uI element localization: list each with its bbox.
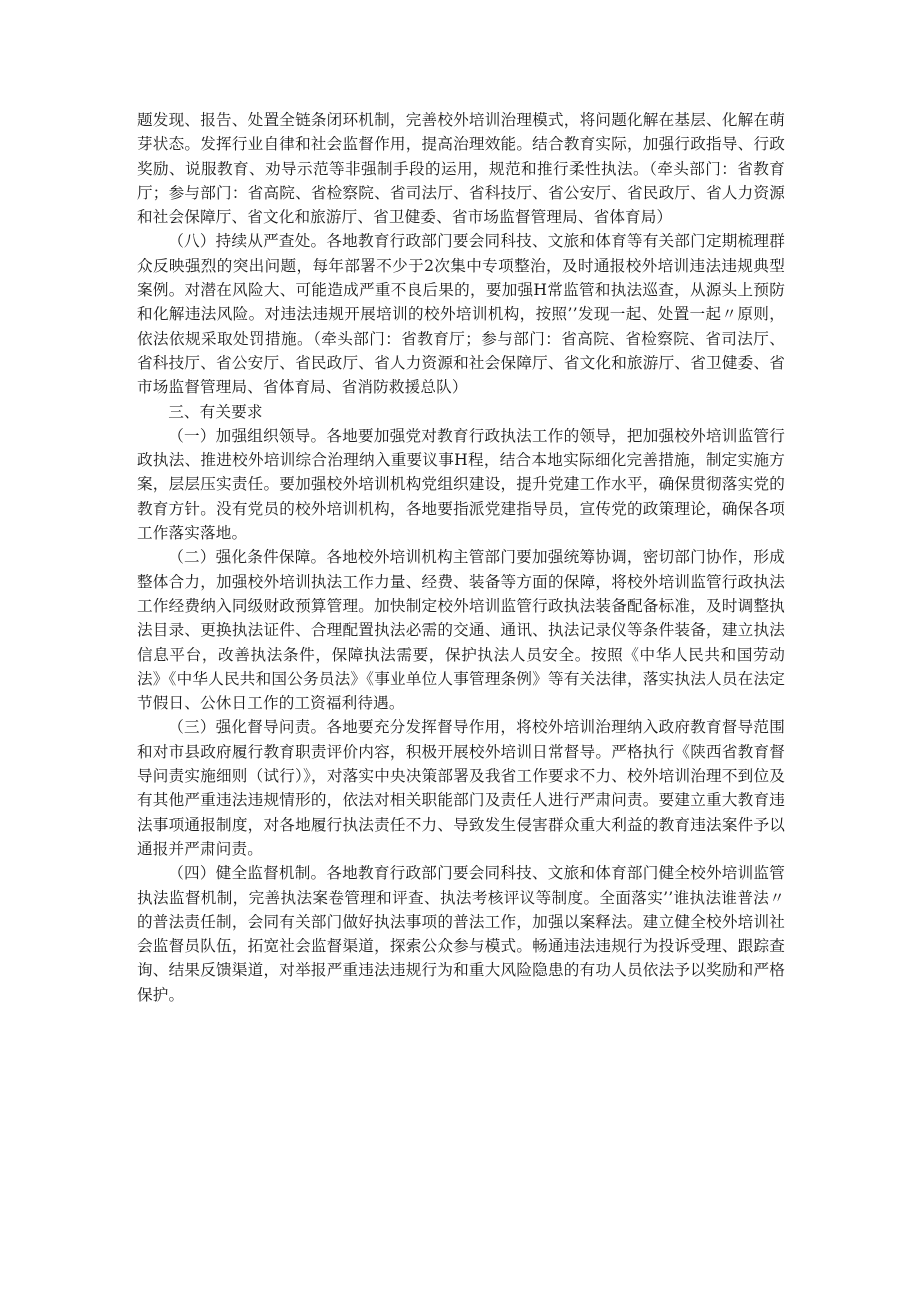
section-heading-requirements: 三、有关要求 [168, 402, 263, 421]
paragraph-requirement-1: （一）加强组织领导。各地要加强党对教育行政执法工作的领导，把加强校外培训监管行政执法、推进校外培训综合治理纳入重要议事H程，结合本地实际细化完善措施，制定实施方案，层层压实责任。要加强校外培训机构党组织建设，提升党建工作水平，确保贯彻落实党的教育方针。没有党员的校外培训机构，各地要指派党建指导员，宣传党的政策理论，确保各项工作落实落地。 [137, 426, 785, 543]
paragraph-requirement-2: （二）强化条件保障。各地校外培训机构主管部门要加强统筹协调，密切部门协作，形成整体合力，加强校外培训执法工作力量、经费、装备等方面的保障，将校外培训监管行政执法工作经费纳入同级财政预算管理。加快制定校外培训监管行政执法装备配备标准，及时调整执法目录、更换执法证件、合理配置执法必需的交通、通讯、执法记录仪等条件装备，建立执法信息平台，改善执法条件，保障执法需要，保护执法人员安全。按照《中华人民共和国劳动法》《中华人民共和国公务员法》《事业单位人事管理条例》等有关法律，落实执法人员在法定节假日、公休日工作的工资福利待遇。 [137, 548, 785, 713]
paragraph-requirement-4: （四）健全监督机制。各地教育行政部门要会同科技、文旅和体育部门健全校外培训监管执法监督机制，完善执法案卷管理和评查、执法考核评议等制度。全面落实’’谁执法谁普法〃的普法责任制，会同有关部门做好执法事项的普法工作，加强以案释法。建立健全校外培训社会监督员队伍，拓宽社会监督渠道，探索公众参与模式。畅通违法违规行为投诉受理、跟踪查询、结果反馈渠道，对举报严重违法违规行为和重大风险隐患的有功人员依法予以奖励和严格保护。 [137, 864, 785, 1004]
paragraph-section-8: （八）持续从严查处。各地教育行政部门要会同科技、文旅和体育等有关部门定期梳理群众反映强烈的突出问题，每年部署不少于2次集中专项整治，及时通报校外培训违法违规典型案例。对潜在风险大、可能造成严重不良后果的，要加强H常监管和执法巡查，从源头上预防和化解违法风险。对违法违规开展培训的校外培训机构，按照’’发现一起、处置一起〃原则，依法依规采取处罚措施。（牵头部门：省教育厅；参与部门：省高院、省检察院、省司法厅、省科技厅、省公安厅、省民政厅、省人力资源和社会保障厅、省文化和旅游厅、省卫健委、省市场监督管理局、省体育局、省消防救援总队） [137, 232, 785, 397]
document-body [137, 108, 785, 1007]
paragraph-requirement-3: （三）强化督导问责。各地要充分发挥督导作用，将校外培训治理纳入政府教育督导范围和对市县政府履行教育职责评价内容，积极开展校外培训日常督导。严格执行《陕西省教育督导问责实施细则（试行）》，对落实中央决策部署及我省工作要求不力、校外培训治理不到位及有其他严重违法违规情形的，依法对相关职能部门及责任人进行严肃问责。要建立重大教育违法事项通报制度，对各地履行执法责任不力、导致发生侵害群众重大利益的教育违法案件予以通报并严肃问责。 [137, 718, 785, 858]
paragraph-continuation: 题发现、报告、处置全链条闭环机制，完善校外培训治理模式，将问题化解在基层、化解在萌芽状态。发挥行业自律和社会监督作用，提高治理效能。结合教育实际，加强行政指导、行政奖励、说服教育、劝导示范等非强制手段的运用，规范和推行柔性执法。（牵头部门：省教育厅；参与部门：省高院、省检察院、省司法厅、省科技厅、省公安厅、省民政厅、省人力资源和社会保障厅、省文化和旅游厅、省卫健委、省市场监督管理局、省体育局） [137, 111, 785, 227]
